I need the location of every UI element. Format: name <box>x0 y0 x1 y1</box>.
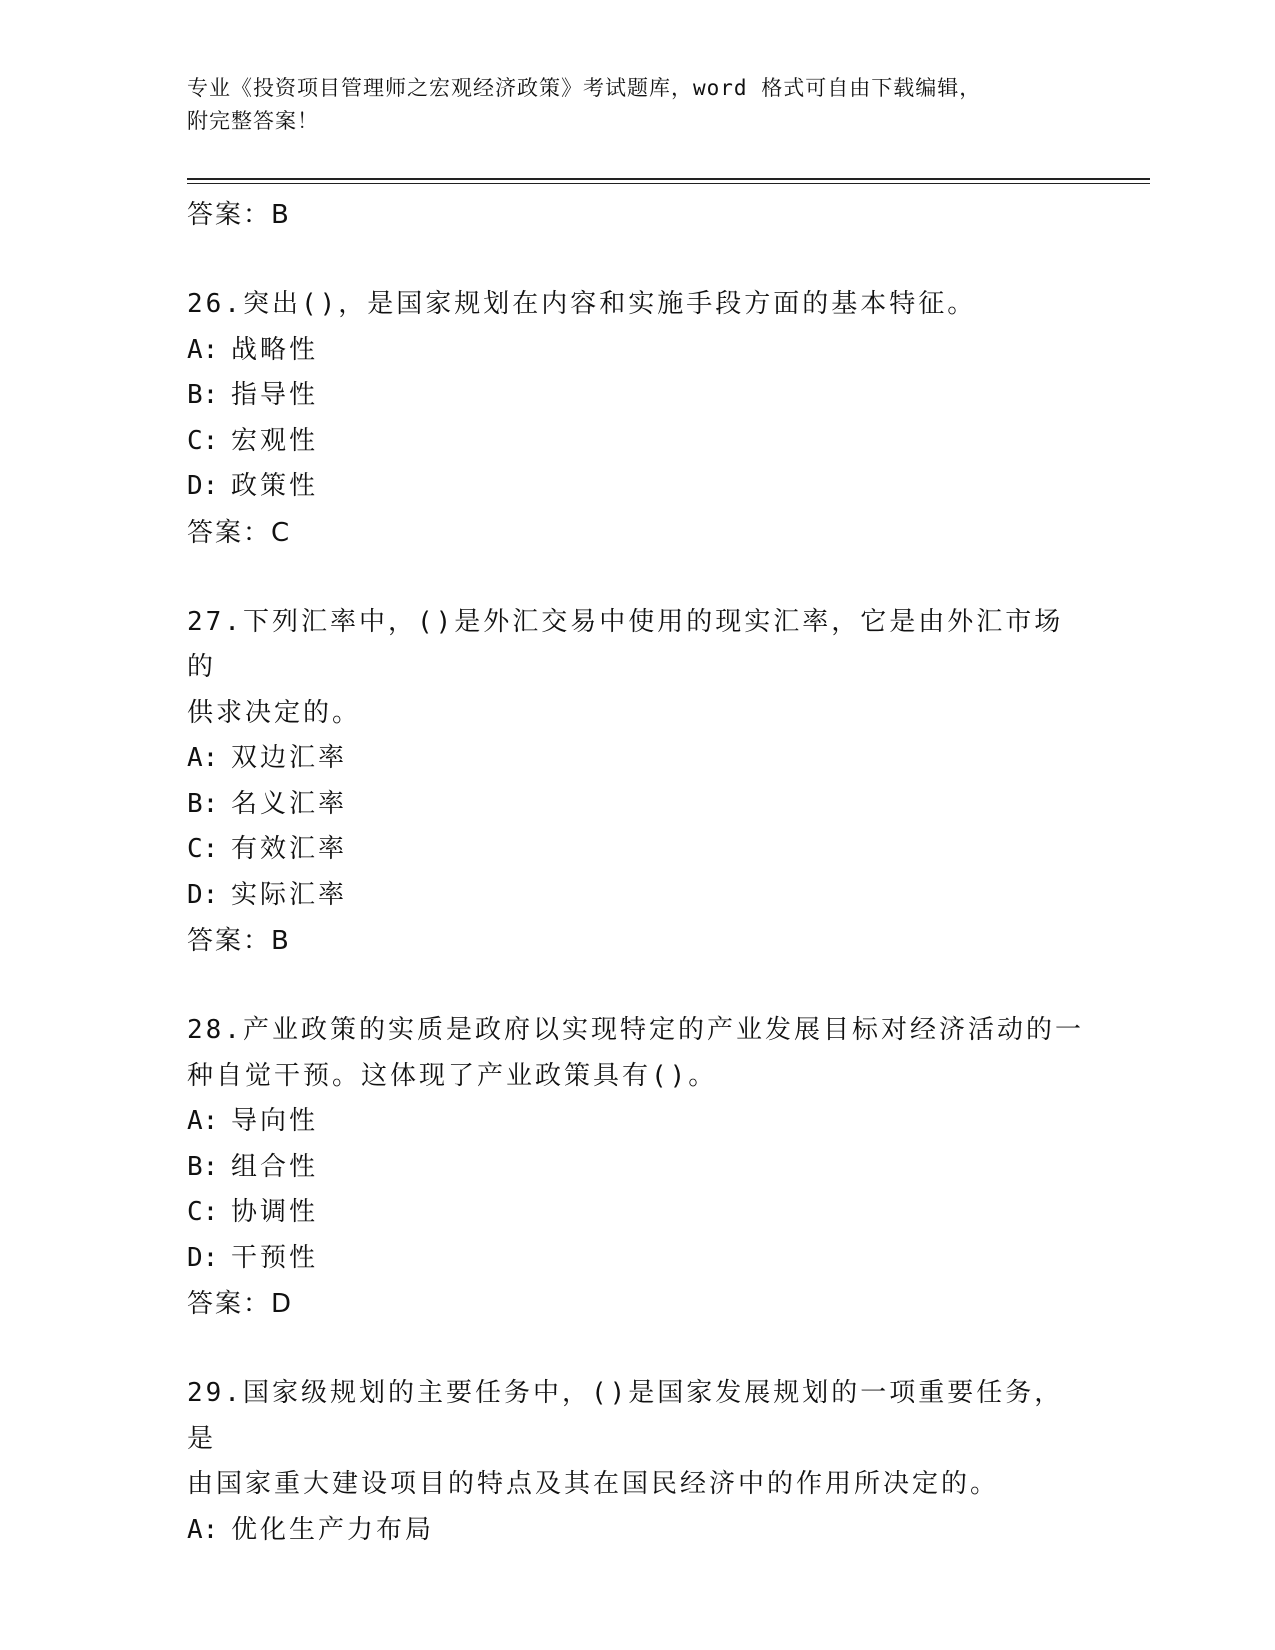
answer-line: 答案：C <box>187 517 292 548</box>
option-label: A: <box>187 1106 219 1136</box>
option-text: 干预性 <box>231 1242 319 1273</box>
option-d <box>187 1236 1087 1282</box>
question-stem: 27.下列汇率中，()是外汇交易中使用的现实汇率，它是由外汇市场的 <box>187 606 1064 682</box>
option-text: 实际汇率 <box>231 879 348 910</box>
option-label: C: <box>187 834 219 864</box>
option-label: A: <box>187 1514 219 1545</box>
option-b <box>187 373 1087 419</box>
option-text: 双边汇率 <box>231 743 348 773</box>
option-text: 名义汇率 <box>231 788 348 819</box>
question-item <box>187 282 1087 556</box>
header-line-1: 专业《投资项目管理师之宏观经济政策》考试题库，word 格式可自由下载编辑， <box>187 76 982 100</box>
answer-line: 答案：B <box>187 926 291 956</box>
option-a <box>187 1508 1087 1554</box>
question-stem-continued: 种自觉干预。这体现了产业政策具有()。 <box>187 1060 718 1091</box>
option-d <box>187 464 1087 510</box>
option-label: A: <box>187 743 219 773</box>
option-label: C: <box>187 425 219 456</box>
header-rule-thin <box>187 183 1150 184</box>
answer-line: 答案：B <box>187 200 291 230</box>
option-text: 优化生产力布局 <box>231 1514 435 1545</box>
option-label: D: <box>187 1242 219 1273</box>
question-item <box>187 1371 1087 1553</box>
option-text: 政策性 <box>231 471 319 501</box>
option-text: 组合性 <box>231 1151 319 1182</box>
option-label: D: <box>187 879 219 910</box>
option-text: 有效汇率 <box>231 834 348 864</box>
option-text: 协调性 <box>231 1197 319 1227</box>
option-d <box>187 873 1087 919</box>
option-a <box>187 328 1087 374</box>
option-a <box>187 1099 1087 1145</box>
option-c <box>187 827 1087 873</box>
question-stem: 29.国家级规划的主要任务中，()是国家发展规划的一项重要任务，是 <box>187 1378 1064 1454</box>
option-label: D: <box>187 471 219 501</box>
header-rule-thick <box>187 178 1150 180</box>
question-item <box>187 600 1087 965</box>
question-stem: 28.产业政策的实质是政府以实现特定的产业发展目标对经济活动的一 <box>187 1015 1084 1045</box>
option-text: 指导性 <box>231 380 319 410</box>
question-list <box>187 192 1087 1553</box>
question-item <box>187 1008 1087 1327</box>
option-text: 宏观性 <box>231 425 319 456</box>
option-label: B: <box>187 380 219 410</box>
question-stem-continued: 由国家重大建设项目的特点及其在国民经济中的作用所决定的。 <box>187 1469 1000 1499</box>
option-label: B: <box>187 788 219 819</box>
option-b <box>187 1145 1087 1191</box>
option-label: C: <box>187 1197 219 1227</box>
option-label: A: <box>187 334 219 365</box>
option-c <box>187 1190 1087 1236</box>
option-c <box>187 419 1087 465</box>
option-a <box>187 736 1087 782</box>
option-text: 导向性 <box>231 1106 319 1136</box>
option-label: B: <box>187 1151 219 1182</box>
question-stem-continued: 供求决定的。 <box>187 697 362 728</box>
answer-line: 答案：D <box>187 1289 294 1319</box>
document-header <box>187 72 1087 138</box>
option-text: 战略性 <box>231 334 319 365</box>
question-stem: 26.突出()，是国家规划在内容和实施手段方面的基本特征。 <box>187 289 977 319</box>
option-b <box>187 782 1087 828</box>
header-line-2: 附完整答案！ <box>187 109 319 133</box>
